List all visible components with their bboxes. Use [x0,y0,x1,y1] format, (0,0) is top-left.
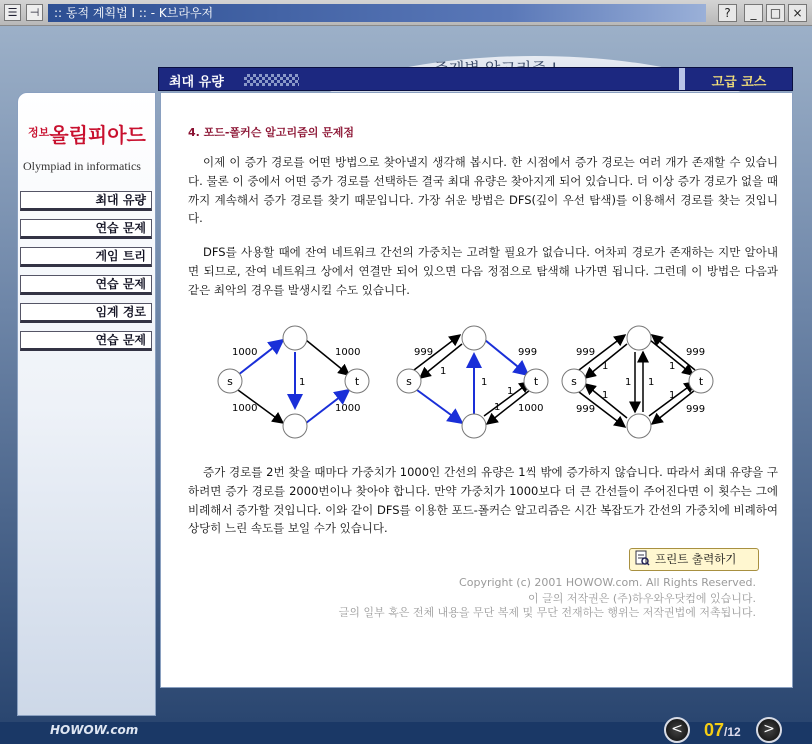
svg-text:1: 1 [494,402,501,413]
pager [664,716,788,744]
paragraph-2: DFS를 사용할 때에 잔여 네트워크 간선의 가중치는 고려할 필요가 없습니다. 어차피 경로가 존재하는 지만 알아내면 되므로, 잔여 네트워크 상에서 연결만 되어 있으면 다음 정점으로 탐색해 나가면 됩니다. 그런데 이 방법은 다음과 같은 최악의 경우를 발생시킬 수도 있습니다. [188,245,778,297]
section-title: 4. 포드-폴커슨 알고리즘의 문제점 [188,126,355,139]
sidebar-item-exercise-3[interactable]: 연습 문제 [20,331,152,351]
window-title: :: 동적 계획법 I :: - K브라우저 [48,4,706,22]
svg-text:s: s [571,375,577,388]
course-level[interactable]: 고급 코스 [711,75,767,90]
sidebar-item-critical-path[interactable]: 임계 경로 [20,303,152,323]
sidebar-item-max-flow[interactable]: 최대 유량 [20,191,152,211]
paragraph-3: 증가 경로를 2번 찾을 때마다 가중치가 1000인 간선의 유량은 1씩 밖에 증가하지 않습니다. 따라서 최대 유량을 구하려면 증가 경로를 2000번이나 찾아야 합니다. 만약 가중치가 1000보다 더 큰 간선들이 주어진다면 이 횟수는 그에 비례해서 증가할 것입니다. 이와 같이 DFS를 이용한 포드-폴커슨 알고리즘은 시간 복잡도가 간선의 가중치에 비례하여 상당히 느린 속도를 보일 수가 있습니다. [188,465,778,536]
flow-graph-2 [397,326,548,438]
flow-graph-1 [218,326,369,438]
band-separator [679,68,685,90]
svg-text:t: t [698,375,704,388]
close-button[interactable]: × [788,4,807,22]
svg-text:1: 1 [507,386,514,397]
edge-label: 1000 [335,403,361,414]
node-a [283,326,307,350]
howow-logo[interactable]: HOWOW.com [50,723,139,737]
svg-text:999: 999 [686,404,706,415]
flow-network-diagram [211,318,731,443]
print-button[interactable] [629,548,759,571]
app-icon: ☰ [4,4,21,21]
prev-page-button[interactable]: < [664,717,690,743]
printer-icon [634,550,650,566]
svg-text:1: 1 [669,390,676,401]
svg-text:1: 1 [669,361,676,372]
section-band [158,67,793,91]
section-label: 최대 유량 [169,75,224,90]
node-b [283,414,307,438]
logo[interactable]: $^{정보}$올림피아드 [28,123,146,147]
pin-icon[interactable]: ⊣ [26,4,43,21]
flow-graph-3 [562,326,713,438]
paragraph-1: 이제 이 증가 경로를 어떤 방법으로 찾아낼지 생각해 봅시다. 한 시점에서 증가 경로는 여러 개가 존재할 수 있습니다. 물론 이 중에서 어떤 증가 경로를 선택하든 결국 최대 유량은 찾아지게 되어 있습니다. 더 이상 증가 경로가 없을 때까지 계속해서 증가 경로를 찾기 때문입니다. 가장 쉬운 방법은 DFS(깊이 우선 탐색)를 이용해서 경로를 찾는 것입니다. [188,155,778,226]
svg-text:1: 1 [440,366,447,377]
sidebar [17,92,156,716]
maximize-button[interactable]: □ [766,4,785,22]
node-label-s: s [227,375,233,388]
page-indicator: 07/12 [704,720,741,740]
svg-text:1: 1 [625,377,632,388]
sidebar-item-game-tree[interactable]: 게임 트리 [20,247,152,267]
sidebar-item-exercise-2[interactable]: 연습 문제 [20,275,152,295]
svg-text:999: 999 [414,347,434,358]
minimize-button[interactable]: _ [744,4,763,22]
logo-subtitle: Olympiad in informatics [23,159,141,173]
copyright-line: 이 글의 저작권은 (주)하우와우닷컴에 있습니다. [528,592,756,605]
copyright-line: 글의 일부 혹은 전체 내용을 무단 복제 및 무단 전재하는 행위는 저작권법에 저촉됩니다. [338,606,756,619]
svg-text:1: 1 [481,377,488,388]
copyright-line: Copyright (c) 2001 HOWOW.com. All Rights Reserved. [459,576,756,589]
checker-decoration [244,74,299,86]
help-button[interactable]: ? [718,4,737,22]
svg-text:t: t [533,375,539,388]
edge-label: 1 [299,377,306,388]
svg-text:1: 1 [648,377,655,388]
browser-titlebar [0,0,812,26]
edge-label: 1000 [232,347,258,358]
svg-text:1: 1 [602,361,609,372]
svg-text:1000: 1000 [518,403,544,414]
svg-text:999: 999 [576,347,596,358]
svg-text:999: 999 [518,347,538,358]
svg-text:s: s [406,375,412,388]
edge-s-b [417,390,462,423]
print-label: 프린트 출력하기 [655,552,737,566]
sidebar-item-exercise-1[interactable]: 연습 문제 [20,219,152,239]
svg-text:999: 999 [576,404,596,415]
content-panel [160,92,793,688]
node-label-t: t [354,375,360,388]
svg-text:1: 1 [602,390,609,401]
svg-text:999: 999 [686,347,706,358]
edge-label: 1000 [232,403,258,414]
edge-label: 1000 [335,347,361,358]
next-page-button[interactable]: > [756,717,782,743]
